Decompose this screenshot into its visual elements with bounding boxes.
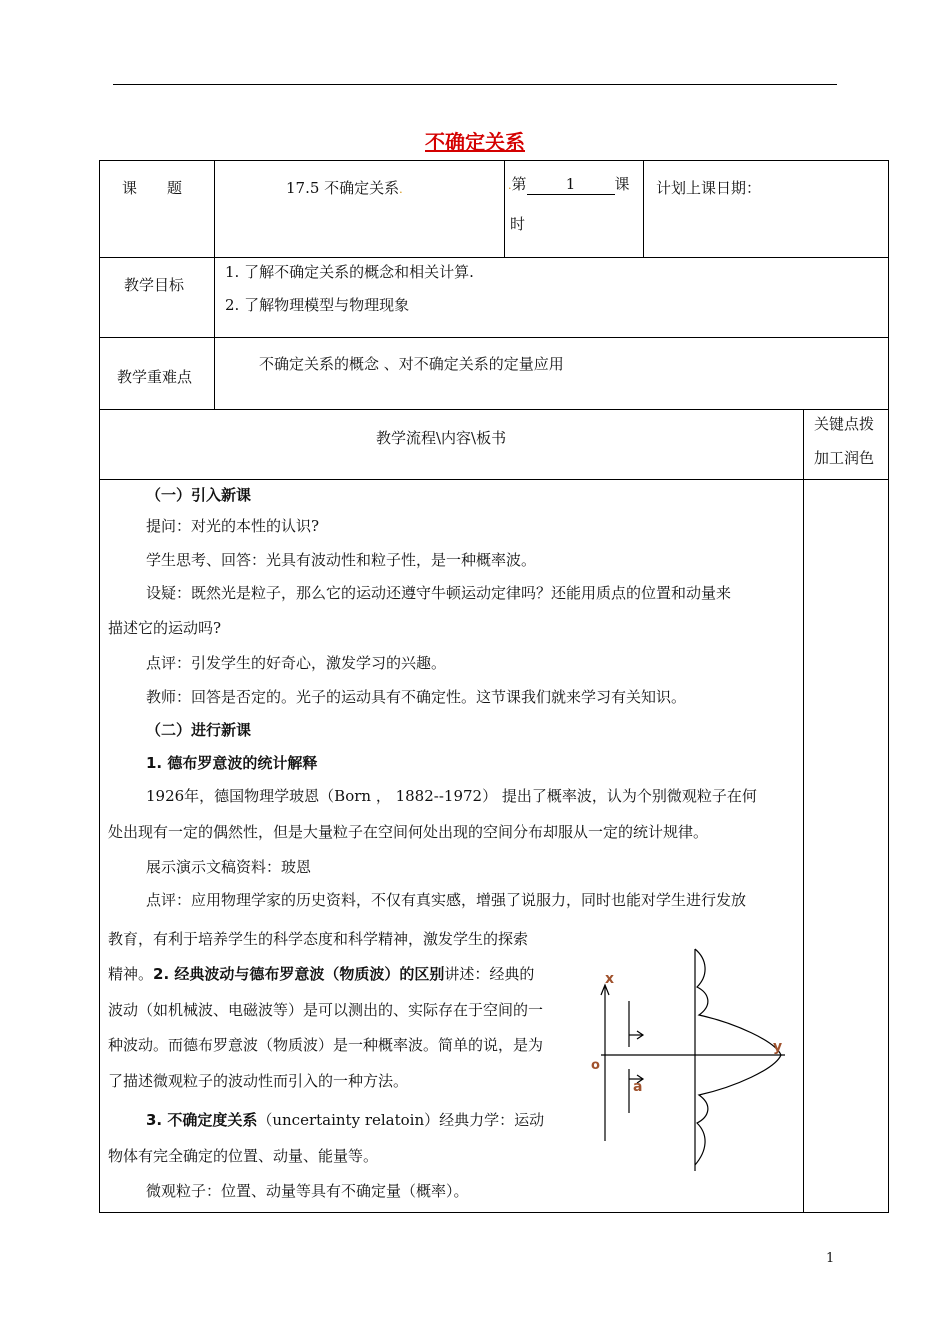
section-new-heading: （二）进行新课 bbox=[146, 721, 252, 739]
period-tail: 时 bbox=[510, 215, 526, 233]
objectives-label: 教学目标 bbox=[124, 276, 185, 294]
para-uncertainty-1: 3. 不确定度关系（uncertainty relatoin）经典力学：运动 bbox=[146, 1111, 545, 1129]
para-slides: 展示演示文稿资料：玻恩 bbox=[146, 858, 312, 876]
para-uncertainty-2: 物体有完全确定的位置、动量、能量等。 bbox=[108, 1147, 379, 1165]
para-classic-3: 种波动。而德布罗意波（物质波）是一种概率波。简单的说，是为 bbox=[108, 1036, 544, 1054]
keypoints-value: 不确定关系的概念 、对不确定关系的定量应用 bbox=[259, 355, 564, 373]
cell-subject-value bbox=[214, 160, 505, 258]
objective-2: 2. 了解物理模型与物理现象 bbox=[225, 296, 410, 314]
date-label: 计划上课日期： bbox=[656, 179, 762, 197]
para-micro: 微观粒子：位置、动量等具有不确定量（概率）。 bbox=[146, 1182, 469, 1200]
para-classic-2: 波动（如机械波、电磁波等）是可以测出的、实际存在于空间的一 bbox=[108, 1001, 544, 1019]
period-line: .第 1 课 bbox=[508, 175, 630, 193]
para-born-2: 处出现有一定的偶然性，但是大量粒子在空间何处出现的空间分布却服从一定的统计规律。 bbox=[108, 823, 709, 841]
para-comment-2a: 点评：应用物理学家的历史资料，不仅有真实感，增强了说服力，同时也能对学生进行发放 bbox=[146, 891, 747, 909]
diffraction-figure bbox=[585, 945, 800, 1175]
page-number: 1 bbox=[826, 1251, 835, 1266]
keypoints-label: 教学重难点 bbox=[117, 368, 193, 386]
cell-flow-side bbox=[803, 409, 889, 480]
cell-objectives-label bbox=[99, 257, 215, 338]
para-born-1: 1926年，德国物理学玻恩（Born ， 1882--1972） 提出了概率波，认为个别微观粒子在何 bbox=[146, 787, 757, 805]
top-rule bbox=[113, 84, 837, 85]
para-student: 学生思考、回答：光具有波动性和粒子性，是一种概率波。 bbox=[146, 551, 537, 569]
label-a: a bbox=[633, 1079, 643, 1095]
page-title: 不确定关系 bbox=[425, 130, 525, 154]
cell-objectives bbox=[214, 257, 889, 338]
para-classic-1: 精神。2. 经典波动与德布罗意波（物质波）的区别讲述：经典的 bbox=[108, 965, 535, 983]
cell-keypoints bbox=[214, 337, 889, 410]
cell-body-side bbox=[803, 479, 889, 1213]
para-classic-4: 了描述微观粒子的波动性而引入的一种方法。 bbox=[108, 1072, 409, 1090]
period-number: 1 bbox=[527, 174, 615, 195]
cell-subject-label bbox=[99, 160, 215, 258]
label-x: x bbox=[605, 971, 615, 987]
side-line2: 加工润色 bbox=[814, 449, 875, 467]
para-doubt-2: 描述它的运动吗? bbox=[108, 619, 222, 637]
cell-period bbox=[504, 160, 644, 258]
probability-curve bbox=[695, 949, 781, 1165]
cell-flow-header bbox=[99, 409, 804, 480]
para-teacher: 教师：回答是否定的。光子的运动具有不确定性。这节课我们就来学习有关知识。 bbox=[146, 688, 687, 706]
para-question: 提问：对光的本性的认识? bbox=[146, 517, 320, 535]
section-intro-heading: （一）引入新课 bbox=[146, 486, 252, 504]
label-y: y bbox=[773, 1039, 783, 1055]
para-doubt-1: 设疑：既然光是粒子，那么它的运动还遵守牛顿运动定律吗？还能用质点的位置和动量来 bbox=[146, 584, 732, 602]
cell-keypoints-label bbox=[99, 337, 215, 410]
heading-statistical: 1. 德布罗意波的统计解释 bbox=[146, 754, 318, 772]
para-comment-1: 点评：引发学生的好奇心，激发学习的兴趣。 bbox=[146, 654, 447, 672]
subject-value: 17.5 不确定关系. bbox=[286, 179, 403, 197]
para-comment-2b: 教育，有利于培养学生的科学态度和科学精神，激发学生的探索 bbox=[108, 930, 529, 948]
subject-label: 课 题 bbox=[122, 179, 183, 197]
label-o: o bbox=[591, 1058, 600, 1073]
cell-date bbox=[643, 160, 889, 258]
objective-1: 1. 了解不确定关系的概念和相关计算. bbox=[225, 263, 474, 281]
side-line1: 关键点拨 bbox=[814, 415, 875, 433]
flow-title: 教学流程\内容\板书 bbox=[376, 429, 507, 447]
